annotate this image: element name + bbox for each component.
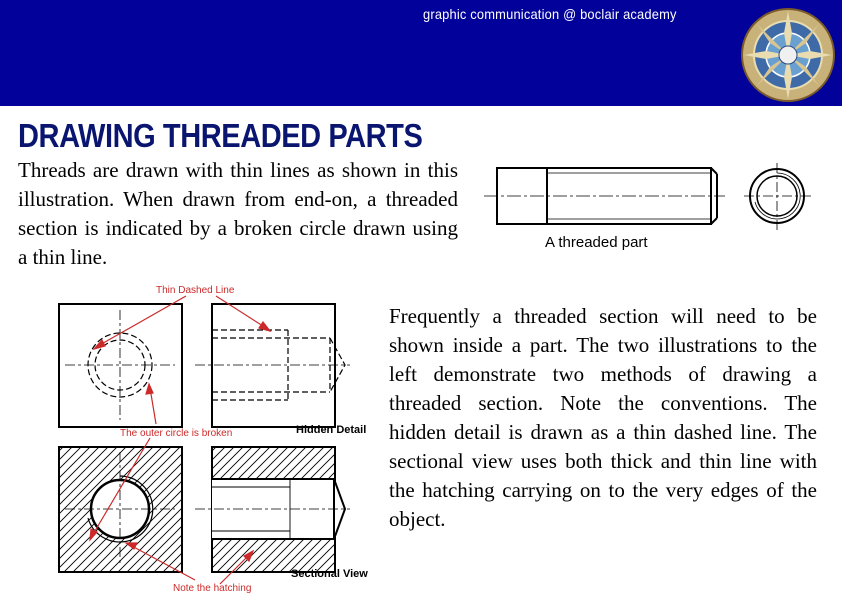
academy-crest-icon: [740, 8, 836, 102]
header-text: graphic communication @ boclair academy: [423, 6, 677, 22]
hidden-detail-end-view: [59, 304, 182, 427]
header-bar: [0, 0, 842, 106]
sectional-end-view: [59, 447, 182, 572]
page-title: DRAWING THREADED PARTS: [18, 117, 423, 154]
thin-dashed-line-label: Thin Dashed Line: [156, 285, 235, 296]
threaded-part-figure: [480, 158, 820, 234]
hidden-detail-label: Hidden Detail: [296, 424, 367, 436]
hidden-detail-side-view: [195, 304, 350, 427]
explanation-paragraph: Frequently a threaded section will need to be shown inside a part. The two illustrations to the left demonstrate two methods of drawing a threaded section. Note the conventions. The hidden detail is drawn as a thin dashed line. The sectional view uses both thick and thin line with the hatching carrying on to the very edges of the object.: [389, 304, 817, 531]
intro-paragraph: Threads are drawn with thin lines as shown in this illustration. When drawn from end-on, a threaded section is indicated by a broken circle drawn using a thin line.: [18, 158, 458, 269]
hatching-label: Note the hatching: [173, 583, 252, 594]
sectional-view-label: Sectional View: [291, 568, 368, 580]
outer-circle-broken-label: The outer circle is broken: [120, 428, 233, 439]
threaded-part-side-view: [484, 168, 725, 224]
figure-caption: A threaded part: [545, 234, 648, 251]
threaded-part-end-view: [744, 163, 812, 230]
sectional-side-view: [195, 447, 350, 572]
